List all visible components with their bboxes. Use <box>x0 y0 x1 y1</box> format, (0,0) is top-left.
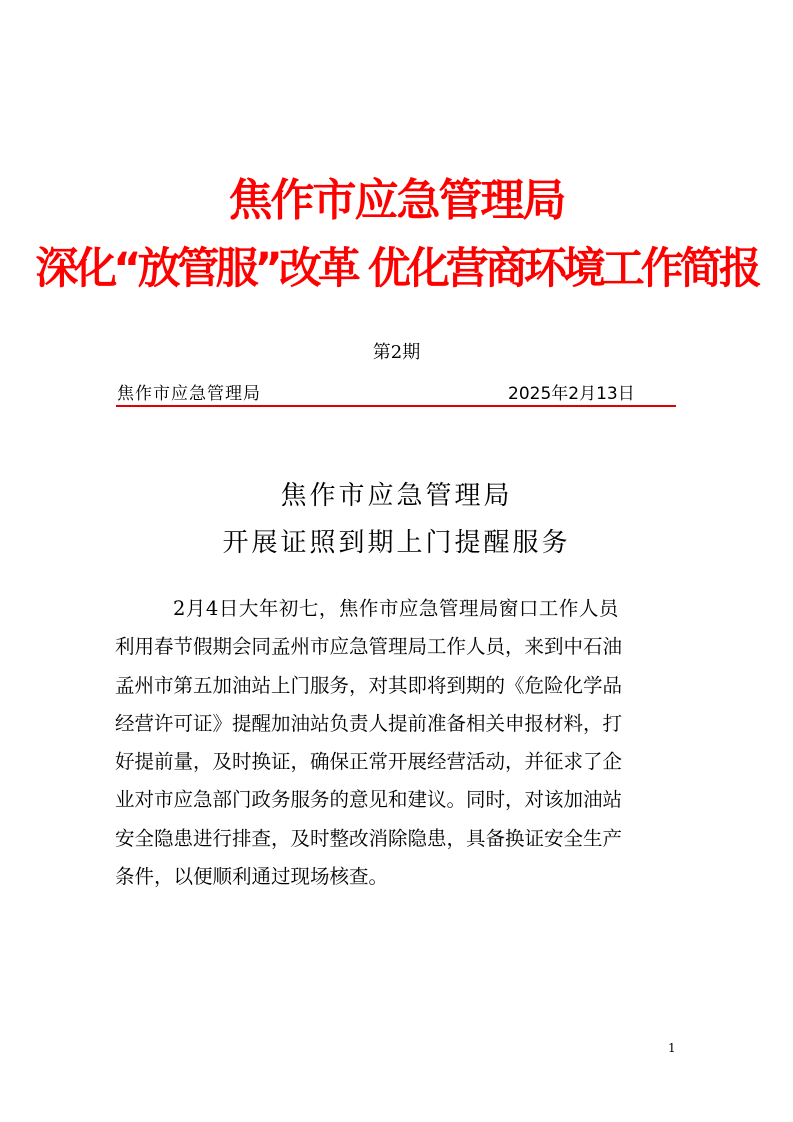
red-divider-rule <box>116 405 676 407</box>
body-line: 2月4日大年初七，焦作市应急管理局窗口工作人员 <box>173 597 619 620</box>
body-line: 好提前量，及时换证，确保正常开展经营活动，并征求了企 <box>115 750 623 774</box>
article-title-line-2: 开展证照到期上门提醒服务 <box>222 528 571 558</box>
article-body <box>115 590 675 896</box>
body-line: 经营许可证》提醒加油站负责人提前准备相关申报材料，打 <box>115 711 623 735</box>
issue-number: 第2期 <box>372 342 421 363</box>
issuer-name: 焦作市应急管理局 <box>117 384 261 404</box>
page-number: 1 <box>668 1041 676 1055</box>
body-line: 安全隐患进行排查，及时整改消除隐患，具备换证安全生产 <box>115 826 623 850</box>
masthead-subtitle: 深化“放管服”改革 优化营商环境工作简报 <box>35 244 758 294</box>
masthead-title: 焦作市应急管理局 <box>228 175 565 226</box>
body-line: 孟州市第五加油站上门服务，对其即将到期的《危险化学品 <box>115 673 623 697</box>
article-title-line-1: 焦作市应急管理局 <box>280 481 513 511</box>
issue-date: 2025年2月13日 <box>508 384 635 404</box>
body-line: 利用春节假期会同孟州市应急管理局工作人员，来到中石油 <box>115 635 623 659</box>
body-line: 业对市应急部门政务服务的意见和建议。同时，对该加油站 <box>115 788 623 812</box>
body-line: 条件，以便顺利通过现场核查。 <box>115 865 389 889</box>
